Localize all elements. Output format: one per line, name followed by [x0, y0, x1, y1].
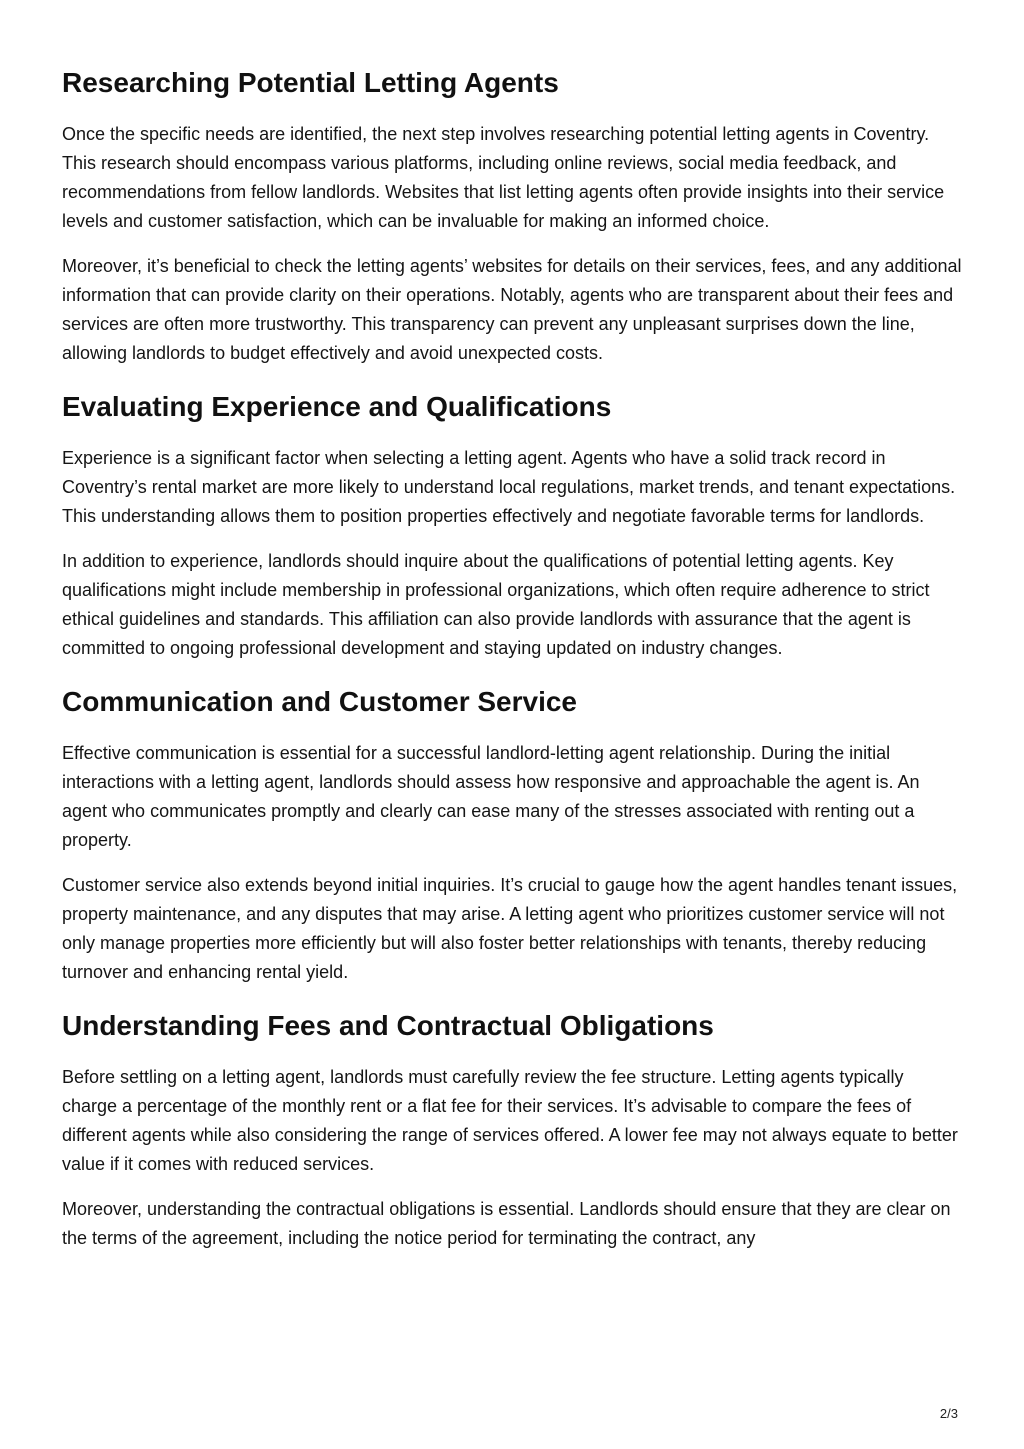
section-heading: Researching Potential Letting Agents: [62, 67, 559, 98]
section-communication-service: [62, 685, 962, 987]
paragraph: Experience is a significant factor when selecting a letting agent. Agents who have a solid track record in Coventry’s rental market are more likely to understand local regulations, market trends, and tenant expectations. This understanding allows them to position properties effectively and negotiate favorable terms for landlords.: [62, 448, 956, 526]
section-heading: Evaluating Experience and Qualifications: [62, 391, 612, 422]
section-heading: Communication and Customer Service: [62, 686, 578, 717]
section-heading: Understanding Fees and Contractual Obligations: [62, 1010, 714, 1041]
section-fees-obligations: [62, 1009, 962, 1253]
section-researching-agents: [62, 66, 962, 368]
paragraph: Moreover, understanding the contractual obligations is essential. Landlords should ensure that they are clear on the terms of the agreement, including the notice period for terminating the contract, any: [62, 1199, 951, 1248]
paragraph: Once the specific needs are identified, the next step involves researching potential letting agents in Coventry. This research should encompass various platforms, including online reviews, social media feedback, and recommendations from fellow landlords. Websites that list letting agents often provide insights into their service levels and customer satisfaction, which can be invaluable for making an informed choice.: [62, 124, 945, 231]
paragraph: Effective communication is essential for a successful landlord-letting agent relationship. During the initial interactions with a letting agent, landlords should assess how responsive and approachable the agent is. An agent who communicates promptly and clearly can ease many of the stresses associated with renting out a property.: [62, 743, 920, 850]
section-experience-qualifications: [62, 390, 962, 663]
paragraph: Before settling on a letting agent, landlords must carefully review the fee structure. Letting agents typically charge a percentage of the monthly rent or a flat fee for their services. It’s advisable to compare the fees of different agents while also considering the range of services offered. A lower fee may not always equate to better value if it comes with reduced services.: [62, 1067, 958, 1174]
page-number: 2/3: [939, 1406, 958, 1421]
paragraph: Customer service also extends beyond initial inquiries. It’s crucial to gauge how the agent handles tenant issues, property maintenance, and any disputes that may arise. A letting agent who prioritizes customer service will not only manage properties more efficiently but will also foster better relationships with tenants, thereby reducing turnover and enhancing rental yield.: [62, 875, 958, 982]
paragraph: In addition to experience, landlords should inquire about the qualifications of potential letting agents. Key qualifications might include membership in professional organizations, which often require adherence to strict ethical guidelines and standards. This affiliation can also provide landlords with assurance that the agent is committed to ongoing professional development and staying updated on industry changes.: [62, 551, 930, 658]
document-page: [62, 66, 962, 1269]
paragraph: Moreover, it’s beneficial to check the letting agents’ websites for details on their services, fees, and any additional information that can provide clarity on their operations. Notably, agents who are transparent about their fees and services are often more trustworthy. This transparency can prevent any unpleasant surprises down the line, allowing landlords to budget effectively and avoid unexpected costs.: [62, 256, 962, 363]
